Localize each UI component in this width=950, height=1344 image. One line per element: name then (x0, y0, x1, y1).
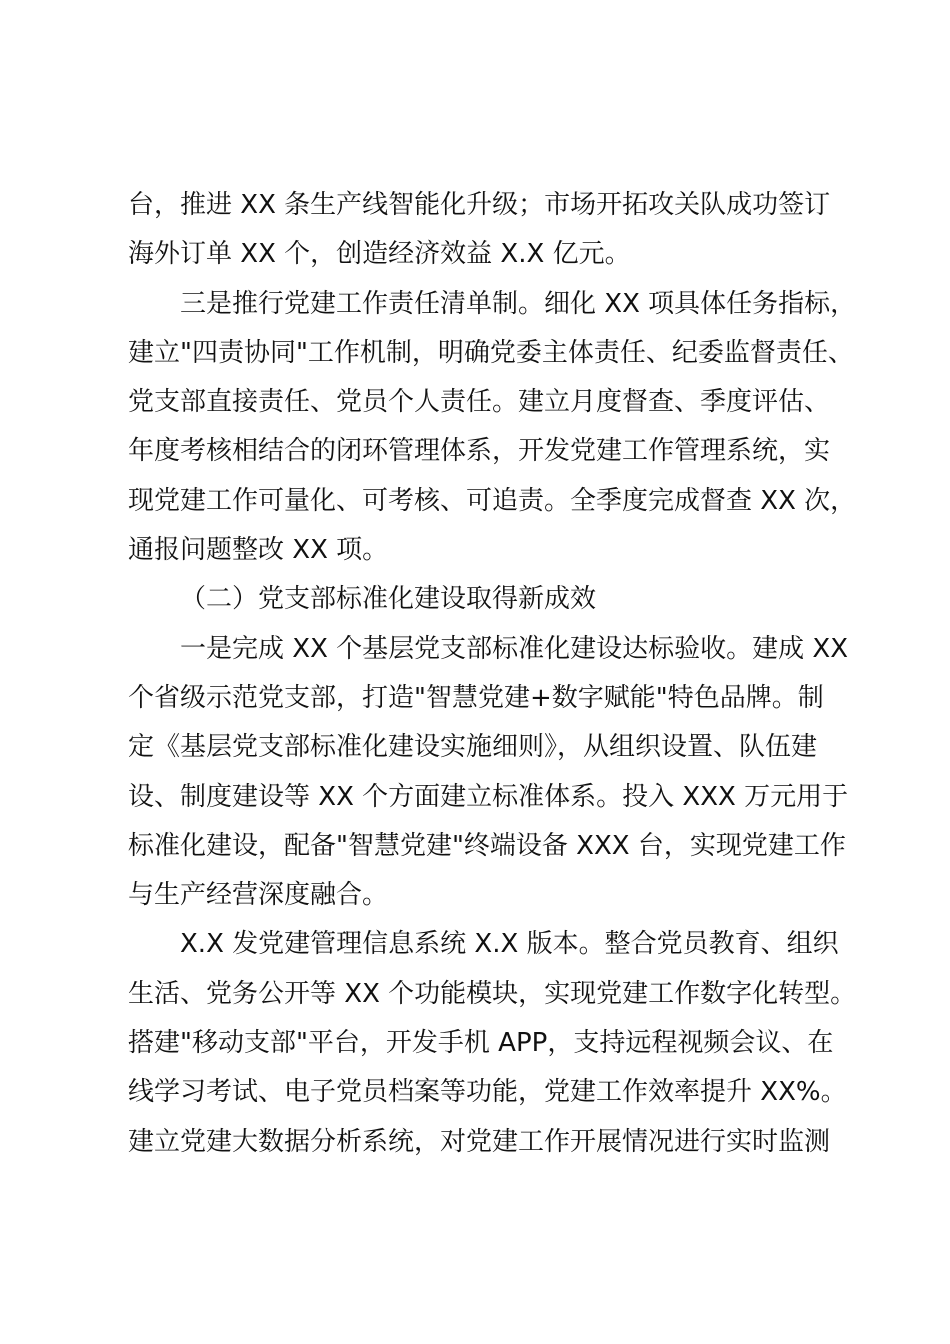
body-text (128, 181, 856, 1167)
text-line: 设、制度建设等 XX 个方面建立标准体系。投入 XXX 万元用于 (128, 781, 849, 812)
text-line: 定《基层党支部标准化建设实施细则》，从组织设置、队伍建 (128, 732, 818, 763)
text-line: 建立"四责协同"工作机制，明确党委主体责任、纪委监督责任、 (128, 337, 854, 368)
text-line: 现党建工作可量化、可考核、可追责。全季度完成督查 XX 次， (128, 485, 856, 516)
text-line: 线学习考试、电子党员档案等功能，党建工作效率提升 XX%。 (128, 1077, 847, 1108)
text-line: 海外订单 XX 个，创造经济效益 X.X 亿元。 (128, 239, 631, 270)
paragraph-start-line: 一是完成 XX 个基层党支部标准化建设达标验收。建成 XX (180, 633, 849, 664)
text-line: 台，推进 XX 条生产线智能化升级；市场开拓攻关队成功签订 (128, 190, 831, 220)
text-line: 生活、党务公开等 XX 个功能模块，实现党建工作数字化转型。 (128, 978, 856, 1009)
section-heading: （二）党支部标准化建设取得新成效 (180, 584, 597, 615)
text-line: 通报问题整改 XX 项。 (128, 535, 389, 566)
text-line: 个省级示范党支部，打造"智慧党建+数字赋能"特色品牌。制 (128, 682, 824, 713)
text-line: 党支部直接责任、党员个人责任。建立月度督查、季度评估、 (128, 387, 831, 418)
text-line: 搭建"移动支部"平台，开发手机 APP，支持远程视频会议、在 (128, 1028, 834, 1059)
text-line: 与生产经营深度融合。 (128, 880, 389, 911)
text-line: 建立党建大数据分析系统，对党建工作开展情况进行实时监测 (128, 1126, 831, 1157)
paragraph-start-line: 三是推行党建工作责任清单制。细化 XX 项具体任务指标， (180, 288, 856, 319)
text-line: 年度考核相结合的闭环管理体系，开发党建工作管理系统，实 (128, 436, 831, 467)
paragraph-start-line: X.X 发党建管理信息系统 X.X 版本。整合党员教育、组织 (180, 929, 839, 960)
text-line: 标准化建设，配备"智慧党建"终端设备 XXX 台，实现党建工作 (128, 830, 846, 861)
